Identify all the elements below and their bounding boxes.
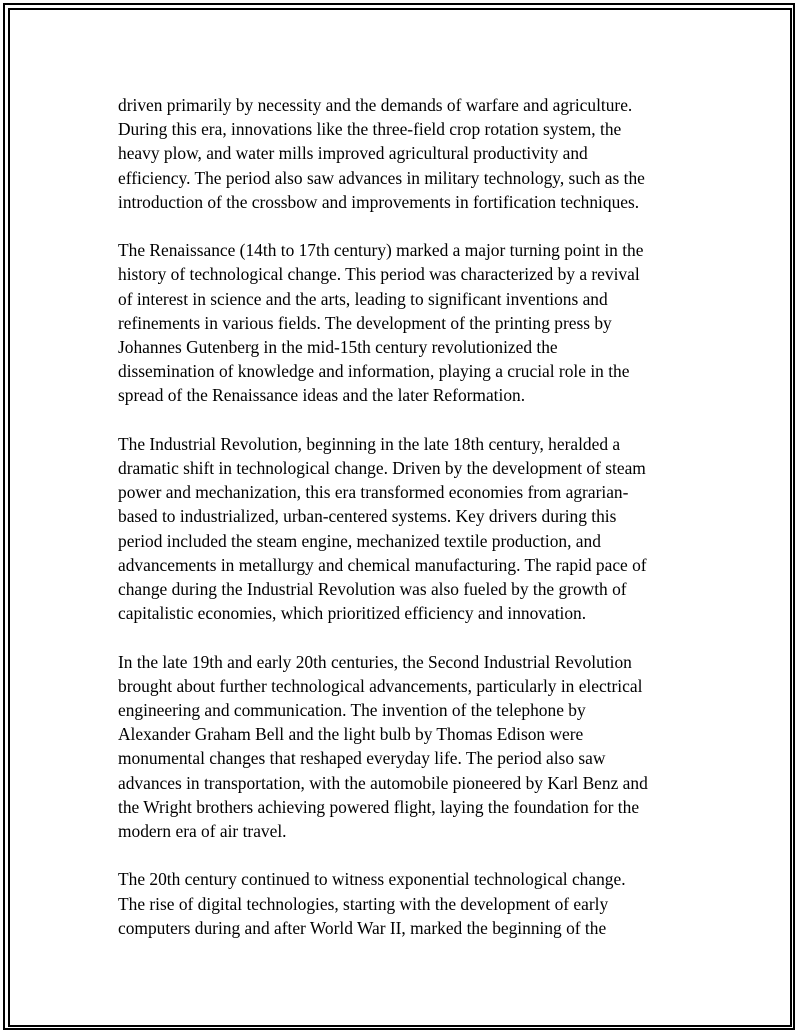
text-line: introduction of the crossbow and improvements in fortification techniques. — [118, 191, 640, 212]
text-line: of interest in science and the arts, leading to significant inventions and — [118, 288, 608, 309]
text-line: The Industrial Revolution, beginning in the late 18th century, heralded a — [118, 433, 621, 454]
text-line: the Wright brothers achieving powered flight, laying the foundation for the — [118, 796, 640, 817]
text-line: The rise of digital technologies, starting with the development of early — [118, 893, 609, 914]
paragraph-industrial-revolution — [118, 432, 692, 626]
paragraph-second-industrial-revolution — [118, 650, 692, 844]
paragraph-medieval — [118, 93, 692, 214]
text-line: spread of the Renaissance ideas and the later Reformation. — [118, 385, 526, 406]
text-line: advancements in metallurgy and chemical manufacturing. The rapid pace of — [118, 554, 647, 575]
text-line: power and mechanization, this era transformed economies from agrarian- — [118, 482, 629, 503]
text-line: refinements in various fields. The development of the printing press by — [118, 312, 612, 333]
text-line: efficiency. The period also saw advances in military technology, such as the — [118, 167, 645, 188]
text-line: period included the steam engine, mechanized textile production, and — [118, 530, 601, 551]
text-line: Alexander Graham Bell and the light bulb by Thomas Edison were — [118, 724, 584, 745]
text-line: brought about further technological advancements, particularly in electrical — [118, 675, 643, 696]
text-line: heavy plow, and water mills improved agricultural productivity and — [118, 143, 588, 164]
text-line: dramatic shift in technological change. Driven by the development of steam — [118, 458, 646, 479]
text-line: advances in transportation, with the automobile pioneered by Karl Benz and — [118, 772, 648, 793]
document-body — [118, 93, 692, 964]
text-line: modern era of air travel. — [118, 821, 287, 842]
text-line: The Renaissance (14th to 17th century) marked a major turning point in the — [118, 240, 644, 261]
text-line: The 20th century continued to witness exponential technological change. — [118, 869, 626, 890]
text-line: Johannes Gutenberg in the mid-15th century revolutionized the — [118, 337, 558, 358]
text-line: engineering and communication. The invention of the telephone by — [118, 700, 586, 721]
text-line: computers during and after World War II, marked the beginning of the — [118, 917, 607, 938]
text-line: monumental changes that reshaped everyday life. The period also saw — [118, 748, 606, 769]
paragraph-20th-century — [118, 867, 692, 940]
text-line: In the late 19th and early 20th centuries, the Second Industrial Revolution — [118, 651, 632, 672]
text-line: During this era, innovations like the three-field crop rotation system, the — [118, 119, 622, 140]
text-line: capitalistic economies, which prioritized efficiency and innovation. — [118, 603, 587, 624]
text-line: dissemination of knowledge and information, playing a crucial role in the — [118, 361, 630, 382]
text-line: based to industrialized, urban-centered systems. Key drivers during this — [118, 506, 617, 527]
paragraph-renaissance — [118, 238, 692, 407]
text-line: change during the Industrial Revolution was also fueled by the growth of — [118, 579, 627, 600]
text-line: history of technological change. This period was characterized by a revival — [118, 264, 640, 285]
text-line: driven primarily by necessity and the demands of warfare and agriculture. — [118, 95, 633, 115]
